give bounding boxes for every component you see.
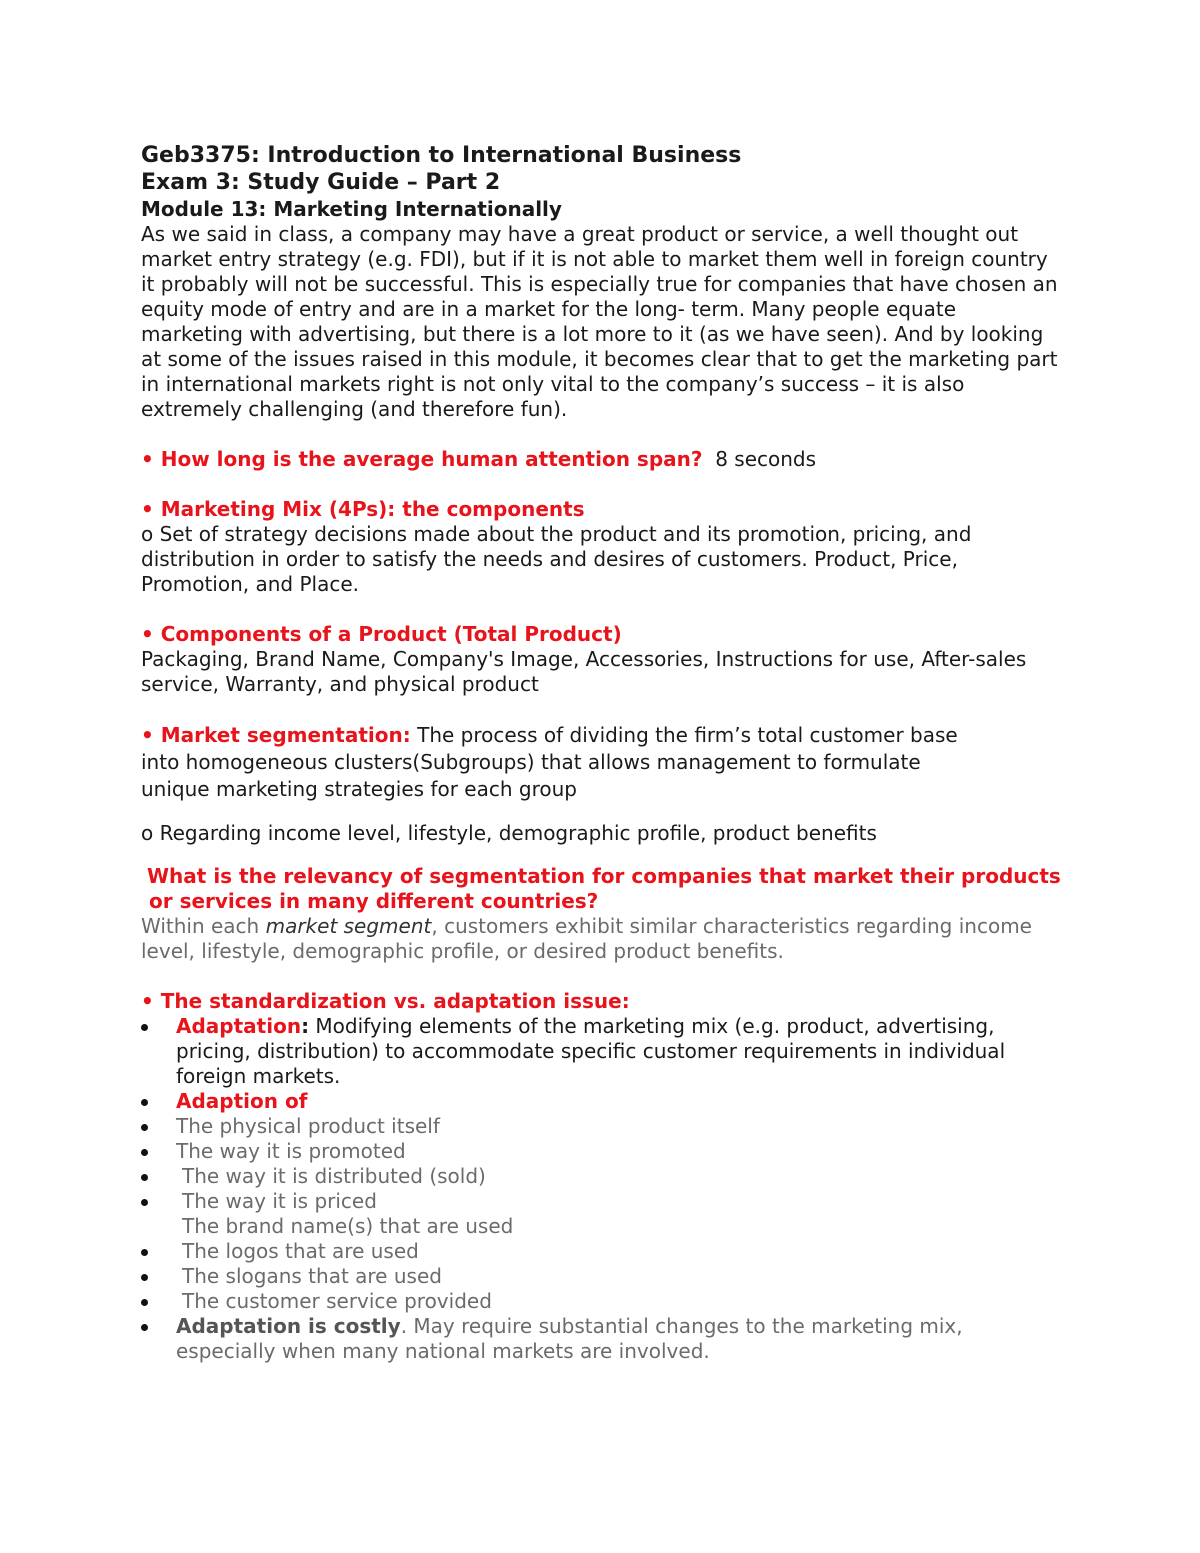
adaptation-text: Modifying elements of the marketing mix (e.g. product, advertising, pricing, distribution) to accommodate specific customer requirements in individual foreign markets. <box>176 1014 1006 1088</box>
bullet-icon <box>141 1249 148 1256</box>
question-label: • Market segmentation: <box>141 723 411 747</box>
costly-label: Adaptation is costly <box>176 1314 401 1338</box>
question-standardization: • The standardization vs. adaptation issue: <box>141 989 630 1013</box>
bullet-icon <box>141 1024 148 1031</box>
list-item <box>141 1114 1061 1139</box>
answer-line: unique marketing strategies for each group <box>141 777 577 801</box>
bullet-icon <box>141 1274 148 1281</box>
list-item <box>141 1014 1061 1089</box>
item-text: The physical product itself <box>176 1114 440 1138</box>
adaption-of-label: Adaption of <box>176 1089 308 1113</box>
question-label: • How long is the average human attention span? <box>141 447 703 471</box>
item-text: The brand name(s) that are used <box>182 1214 514 1238</box>
question-attention-span <box>141 447 1061 472</box>
item-text: The slogans that are used <box>182 1264 442 1288</box>
question-marketing-mix: • Marketing Mix (4Ps): the components <box>141 497 585 521</box>
bullet-icon <box>141 1299 148 1306</box>
list-item <box>141 1289 1061 1314</box>
module-heading: Module 13: Marketing Internationally <box>141 197 562 221</box>
item-text: The logos that are used <box>182 1239 419 1263</box>
bullet-icon <box>141 1149 148 1156</box>
adaptation-label: Adaptation <box>176 1014 302 1038</box>
doc-title: Geb3375: Introduction to International Business <box>141 143 742 168</box>
item-text: The way it is distributed (sold) <box>182 1164 486 1188</box>
item-text: The way it is promoted <box>176 1139 406 1163</box>
document-body <box>141 142 1061 1364</box>
answer-text: Within each <box>141 914 266 938</box>
answer-product-components: Packaging, Brand Name, Company's Image, Accessories, Instructions for use, After-sales service, Warranty, and physical product <box>141 647 1027 696</box>
list-item <box>141 1139 1061 1164</box>
bullet-icon <box>141 1324 148 1331</box>
item-text: The customer service provided <box>182 1289 492 1313</box>
answer-line: The process of dividing the firm’s total customer base <box>417 723 958 747</box>
bullet-icon <box>141 1099 148 1106</box>
item-text: The way it is priced <box>182 1189 377 1213</box>
colon: : <box>301 1014 310 1038</box>
question-product-components: • Components of a Product (Total Product) <box>141 622 622 646</box>
costly-text: . May require substantial changes to the marketing mix, especially when many national markets are involved. <box>176 1314 963 1363</box>
answer-marketing-mix: o Set of strategy decisions made about the product and its promotion, pricing, and distribution in order to satisfy the needs and desires of customers. Product, Price, Promotion, and Place. <box>141 522 972 596</box>
list-item <box>141 1089 1061 1114</box>
segmentation-subpoint: o Regarding income level, lifestyle, demographic profile, product benefits <box>141 821 877 845</box>
intro-paragraph: As we said in class, a company may have a great product or service, a well thought out market entry strategy (e.g. FDI), but if it is not able to market them well in foreign country it probably will not be successful. This is especially true for companies that have chosen an equity mode of entry and are in a market for the long- term. Many people equate marketing with advertising, but there is a lot more to it (as we have seen). And by looking at some of the issues raised in this module, it becomes clear that to get the marketing part in international markets right is not only vital to the company’s success – it is also extremely challenging (and therefore fun). <box>141 222 1058 421</box>
list-item <box>141 1264 1061 1289</box>
list-item <box>141 1164 1061 1189</box>
answer-text: 8 seconds <box>715 447 817 471</box>
adaptation-list <box>141 1014 1061 1364</box>
answer-segmentation-relevancy <box>141 914 1061 964</box>
list-item <box>141 1189 1061 1214</box>
bullet-icon <box>141 1174 148 1181</box>
question-segmentation-relevancy: What is the relevancy of segmentation for companies that market their products or services in many different countries? <box>147 864 1061 913</box>
list-item <box>141 1214 1061 1239</box>
list-item <box>141 1314 1061 1364</box>
bullet-icon <box>141 1124 148 1131</box>
bullet-icon <box>141 1199 148 1206</box>
list-item <box>141 1239 1061 1264</box>
doc-subtitle: Exam 3: Study Guide – Part 2 <box>141 170 501 195</box>
answer-text: , customers exhibit similar characteristics regarding income level, lifestyle, demographic profile, or desired product benefits. <box>141 914 1032 963</box>
answer-emphasis: market segment <box>265 914 432 938</box>
answer-line: into homogeneous clusters(Subgroups) that allows management to formulate <box>141 750 921 774</box>
question-market-segmentation <box>141 722 1061 803</box>
